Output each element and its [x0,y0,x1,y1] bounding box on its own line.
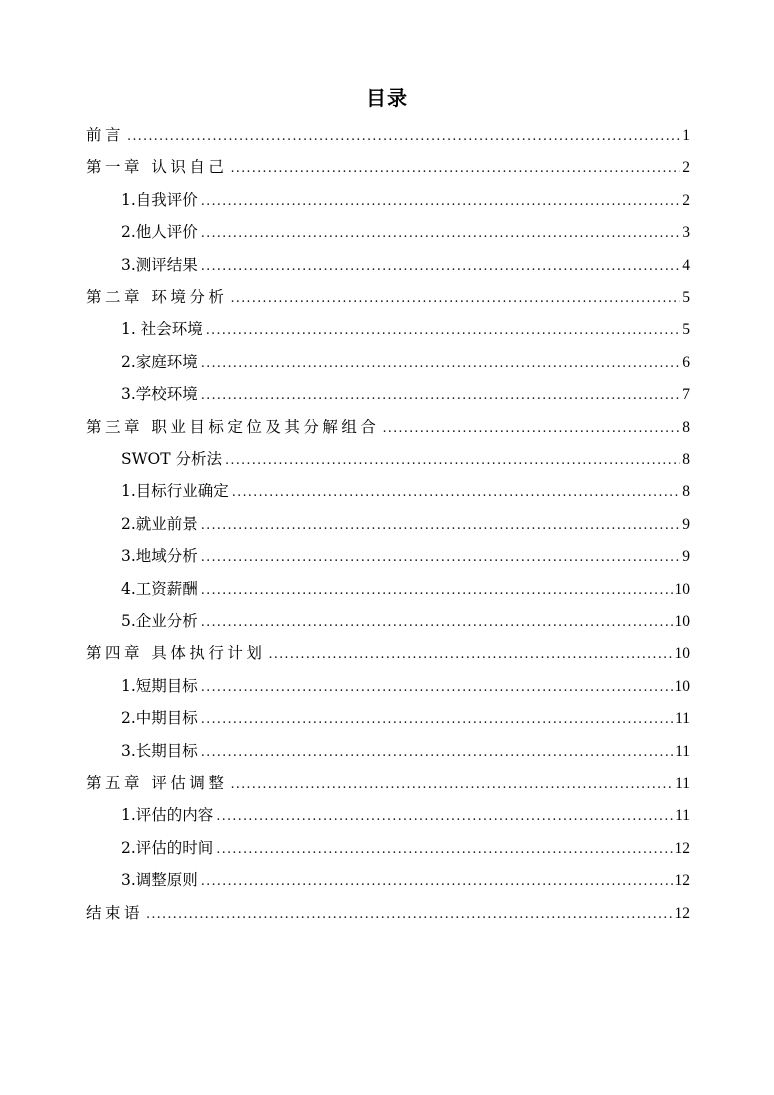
dot-leader [230,773,673,797]
toc-entry[interactable] [121,544,690,568]
toc-entry[interactable] [86,641,690,665]
toc-page-number: 10 [674,580,690,598]
toc-entry[interactable] [121,188,690,212]
toc-entry-label: 1.评估的内容 [121,806,214,825]
toc-entry[interactable] [121,382,690,406]
toc-entry[interactable] [121,609,690,633]
toc-page-number: 10 [674,613,690,630]
toc-entry-label: SWOT 分析法 [121,450,223,468]
dot-leader [201,546,680,570]
dot-leader [201,870,673,894]
toc-entry[interactable] [121,350,690,374]
toc-page-number: 2 [682,191,690,209]
dot-leader [201,611,673,635]
toc-entry-label: 1. 社会环境 [121,320,203,339]
toc-entry[interactable] [86,155,690,179]
toc-page-number: 1 [682,127,690,144]
toc-entry-label: 第五章 评估调整 [86,774,228,792]
toc-entry[interactable] [86,123,690,147]
toc-entry-label: 4.工资薪酬 [121,579,198,598]
toc-page-number: 7 [682,386,690,404]
dot-leader [230,287,680,311]
toc-page-number: 12 [674,839,690,857]
toc-page-number: 11 [675,775,690,792]
toc-entry[interactable] [121,220,690,244]
toc-entry-label: 1.目标行业确定 [121,482,229,501]
toc-entry-label: 3.长期目标 [121,741,198,760]
toc-page-number: 9 [682,548,690,566]
dot-leader [201,676,673,700]
toc-page-number: 12 [674,904,690,922]
toc-page-number: 2 [682,159,690,177]
toc-entry-label: 前言 [86,126,125,144]
dot-leader [127,125,680,149]
toc-page-number: 4 [682,256,690,274]
toc-entry-label: 5.企业分析 [121,612,198,630]
dot-leader [201,579,673,603]
toc-page-number: 11 [675,807,690,825]
toc-entry[interactable] [121,706,690,730]
dot-leader [201,190,680,214]
toc-page-number: 8 [682,451,690,468]
toc-entry[interactable] [121,803,690,827]
toc-page-number: 3 [682,224,690,242]
dot-leader [201,708,673,732]
dot-leader [201,514,680,538]
toc-entry[interactable] [86,415,690,439]
toc-page-number: 11 [675,710,690,728]
toc-page-number: 11 [675,742,690,760]
toc-entry-label: 第一章 认识自己 [86,158,228,177]
dot-leader [206,319,681,343]
toc-entry[interactable] [121,253,690,277]
toc-entry-label: 1.自我评价 [121,190,198,209]
toc-entry-label: 1.短期目标 [121,676,198,695]
toc-entry-label: 2.就业前景 [121,514,198,533]
toc-entry-label: 第四章 具体执行计划 [86,644,266,663]
toc-page-number: 5 [682,321,690,339]
toc-entry[interactable] [121,739,690,763]
page-title: 目录 [366,86,408,110]
dot-leader [146,903,672,927]
toc-entry[interactable] [121,512,690,536]
dot-leader [230,157,680,181]
dot-leader [268,643,672,667]
toc-page-number: 9 [682,515,690,533]
toc-page-number: 6 [682,353,690,371]
toc-page-number: 10 [674,677,690,695]
toc-page-number: 12 [674,872,690,890]
toc-entry[interactable] [121,577,690,601]
toc-entry-label: 2.家庭环境 [121,352,198,371]
toc-entry-label: 第二章 环境分析 [86,288,228,306]
toc-entry[interactable] [121,674,690,698]
toc-entry-label: 2.评估的时间 [121,838,214,857]
dot-leader [225,449,680,473]
toc-entry[interactable] [121,479,690,503]
dot-leader [201,222,680,246]
toc-entry-label: 3.调整原则 [121,871,198,890]
toc-entry[interactable] [86,285,690,309]
toc-entry[interactable] [121,447,690,471]
dot-leader [216,838,672,862]
toc-entry-label: 3.测评结果 [121,255,198,274]
toc-page-number: 8 [682,418,690,436]
dot-leader [232,481,680,505]
dot-leader [201,741,673,765]
dot-leader [201,352,680,376]
dot-leader [382,417,680,441]
toc-page-number: 10 [674,645,690,663]
toc-page-number: 5 [682,289,690,306]
toc-entry-label: 3.地域分析 [121,547,198,566]
dot-leader [201,384,680,408]
dot-leader [216,805,673,829]
toc-entry[interactable] [121,317,690,341]
dot-leader [201,255,680,279]
toc-entry-label: 2.中期目标 [121,709,198,728]
toc-entry-label: 结束语 [86,903,144,922]
toc-entry-label: 3.学校环境 [121,385,198,404]
toc-entry[interactable] [121,836,690,860]
toc-entry[interactable] [121,868,690,892]
toc-entry-label: 2.他人评价 [121,223,198,242]
toc-entry[interactable] [86,901,690,925]
toc-entry-label: 第三章 职业目标定位及其分解组合 [86,417,380,436]
toc-entry[interactable] [86,771,690,795]
toc-page-number: 8 [682,483,690,501]
